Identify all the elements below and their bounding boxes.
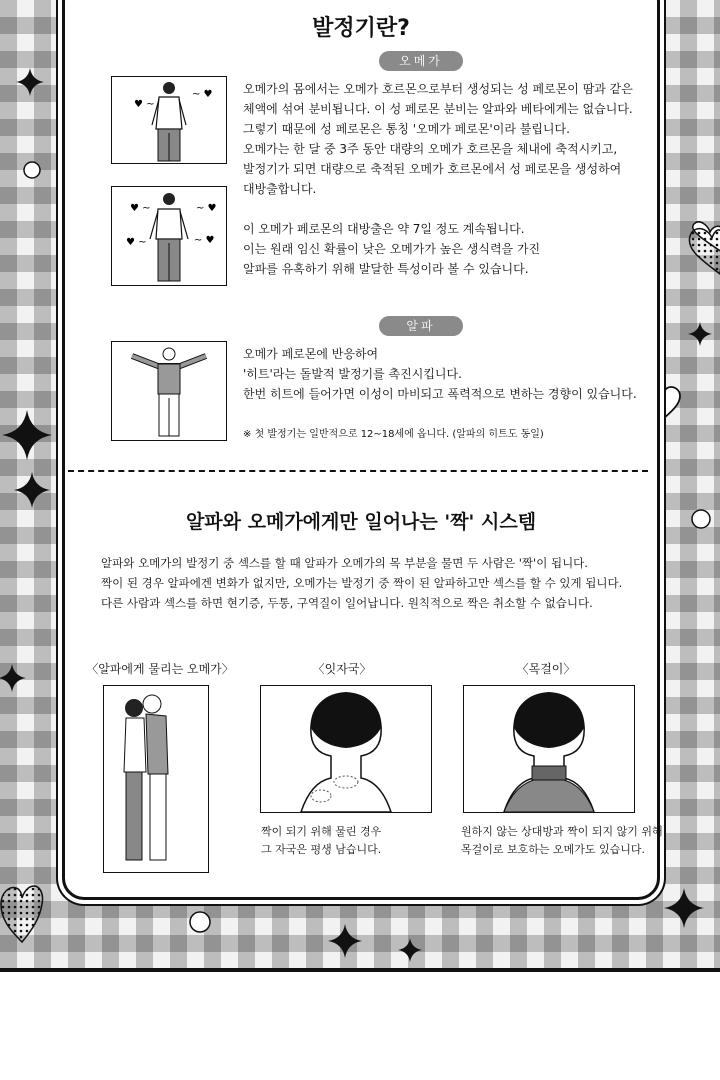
system-description	[101, 553, 622, 613]
omega-illustration-2	[111, 186, 227, 286]
circle-icon	[690, 508, 712, 530]
system-title: 알파와 오메가에게만 일어나는 '짝' 시스템	[185, 511, 537, 533]
system-line: 알파와 오메가의 발정기 중 섹스를 할 때 알파가 오메가의 목 부분을 물면 두 사람은 '짝'이 됩니다.	[101, 556, 588, 570]
omega-line: 이는 원래 임신 확률이 낮은 오메가가 높은 생식력을 가진	[243, 242, 541, 256]
bite-mark-illustration	[260, 685, 432, 813]
sparkle-icon	[398, 938, 422, 962]
system-line: 다른 사람과 섹스를 하면 현기증, 두통, 구역질이 일어납니다. 원칙적으로 짝은 취소할 수 없습니다.	[101, 596, 593, 610]
bottom-divider	[0, 968, 720, 972]
omega-line: 이 오메가 페로몬의 대방출은 약 7일 정도 계속됩니다.	[243, 222, 525, 236]
desc-line: 원하지 않는 상대방과 짝이 되지 않기 위해	[461, 825, 663, 838]
dotted-heart-icon	[684, 212, 720, 276]
panel-caption: 〈알파에게 물리는 오메가〉	[86, 662, 234, 676]
page-title: 발정기란?	[312, 16, 410, 41]
svg-text:♥ ~: ♥ ~	[126, 237, 147, 248]
svg-text:~ ♥: ~ ♥	[196, 203, 217, 214]
collar-description	[461, 823, 663, 859]
omega-description-2	[243, 219, 540, 279]
omega-line: 발정기가 되면 대량으로 축적된 오메가 호르몬에서 성 페로몬을 생성하여	[243, 162, 622, 176]
circle-icon	[188, 910, 212, 934]
sparkle-icon	[0, 660, 26, 696]
svg-text:♥ ~: ♥ ~	[130, 203, 151, 214]
omega-line: 그렇기 때문에 성 페로몬은 통칭 '오메가 페로몬'이라 불립니다.	[243, 122, 570, 136]
omega-illustration-1	[111, 76, 227, 164]
desc-line: 목걸이로 보호하는 오메가도 있습니다.	[461, 843, 646, 856]
svg-text:~ ♥: ~ ♥	[194, 235, 215, 246]
omega-description	[243, 79, 633, 199]
alpha-note: ※ 첫 발정기는 일반적으로 12~18세에 옵니다. (알파의 히트도 동일)	[243, 429, 544, 440]
alpha-line: 오메가 페로몬에 반응하여	[243, 347, 379, 361]
sparkle-icon	[328, 924, 362, 958]
sparkle-icon	[14, 472, 50, 508]
system-line: 짝이 된 경우 알파에겐 변화가 없지만, 오메가는 발정기 중 짝이 된 알파하고만 섹스를 할 수 있게 됩니다.	[101, 576, 623, 590]
svg-text:♥ ~: ♥ ~	[134, 99, 155, 110]
desc-line: 짝이 되기 위해 물린 경우	[261, 825, 382, 838]
alpha-illustration	[111, 341, 227, 441]
omega-line: 오메가의 몸에서는 오메가 호르몬으로부터 생성되는 성 페로몬이 땀과 같은	[243, 82, 633, 96]
sparkle-icon	[2, 410, 52, 460]
content-card	[62, 0, 663, 900]
bite-mark-description	[261, 823, 381, 859]
omega-line: 오메가는 한 달 중 3주 동안 대량의 오메가 호르몬을 체내에 축적시키고,	[243, 142, 618, 156]
sparkle-icon	[16, 68, 44, 96]
alpha-line: 한번 히트에 들어가면 이성이 마비되고 폭력적으로 변하는 경향이 있습니다.	[243, 387, 637, 401]
omega-line: 알파를 유혹하기 위해 발달한 특성이라 볼 수 있습니다.	[243, 262, 529, 276]
omega-line: 대방출합니다.	[243, 182, 317, 196]
circle-icon	[22, 160, 42, 180]
collar-illustration	[463, 685, 635, 813]
alpha-badge: 알파	[379, 316, 463, 336]
panel-caption: 〈목걸이〉	[516, 662, 576, 676]
section-divider	[68, 470, 648, 472]
dotted-heart-icon	[0, 880, 44, 944]
svg-text:~ ♥: ~ ♥	[192, 89, 213, 100]
sparkle-icon	[664, 888, 704, 928]
alpha-line: '히트'라는 돌발적 발정기를 촉진시킵니다.	[243, 367, 462, 381]
desc-line: 그 자국은 평생 남습니다.	[261, 843, 382, 856]
omega-badge: 오메가	[379, 51, 463, 71]
biting-illustration	[103, 685, 209, 873]
sparkle-icon	[688, 322, 712, 346]
omega-line: 체액에 섞여 분비됩니다. 이 성 페로몬 분비는 알파와 베타에게는 없습니다.	[243, 102, 633, 116]
alpha-description	[243, 344, 637, 404]
panel-caption: 〈잇자국〉	[312, 662, 372, 676]
